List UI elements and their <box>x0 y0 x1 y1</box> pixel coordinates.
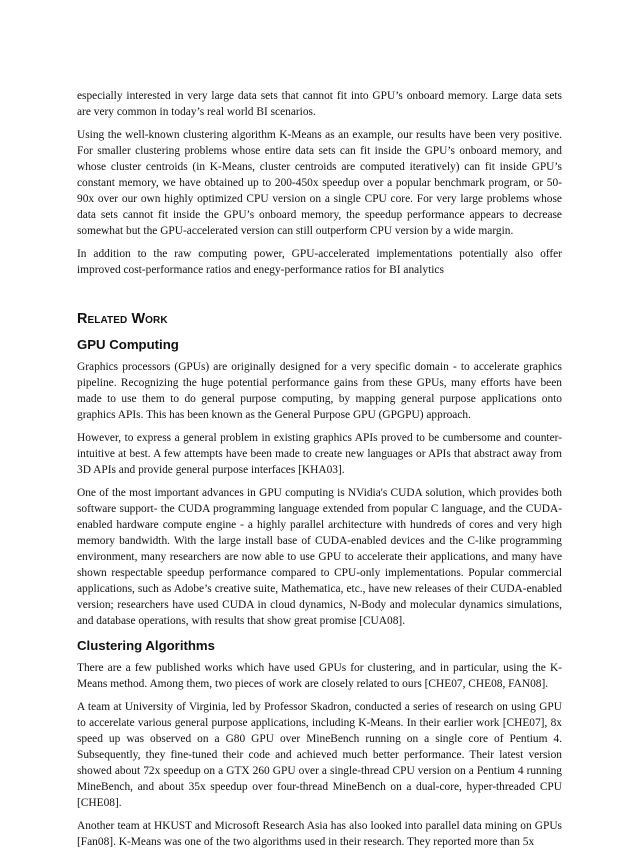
intro-paragraph-2: Using the well-known clustering algorithm K-Means as an example, our results have been very positive. For smaller clustering problems whose entire data sets can fit inside the GPU’s onboard memory, and whose cluster centroids (in K-Means, cluster centroids are computed iteratively) can fit inside GPU’s constant memory, we have obtained up to 200-450x speedup over a popular benchmark program, or 50-90x over our own highly optimized CPU version on a single CPU core. For very large problems whose data sets cannot fit inside the GPU’s onboard memory, the speedup performance appears to decrease somewhat but the GPU-accelerated version can still outperform CPU version by a wide margin. <box>77 129 562 237</box>
gpu-computing-paragraph-1: Graphics processors (GPUs) are originally designed for a very specific domain - to accelerate graphics pipeline. Recognizing the huge potential performance gains from these GPUs, many efforts have been made to use them to do general purpose computing, by mapping general purpose applications onto graphics APIs. This has been known as the General Purpose GPU (GPGPU) approach. <box>77 361 562 421</box>
gpu-computing-paragraph-2: However, to express a general problem in existing graphics APIs proved to be cumbersome and counter-intuitive at best. A few attempts have been made to create new languages or APIs that abstract away from 3D APIs and provide general purpose interfaces [KHA03]. <box>77 432 562 476</box>
clustering-paragraph-1: There are a few published works which have used GPUs for clustering, and in particular, using the K-Means method. Among them, two pieces of work are closely related to ours [CHE07, CHE08, FAN08]. <box>77 662 562 690</box>
subsection-heading-gpu-computing: GPU Computing <box>77 337 179 352</box>
clustering-paragraph-2: A team at University of Virginia, led by Professor Skadron, conducted a series of research on using GPU to accerelate various general purpose applications, including K-Means. In their earlier work [CHE07], 8x speed up was observed on a G80 GPU over MineBench running on a single core of Pentium 4. Subsequently, they fine-tuned their code and achieved much better performance. Their latest version showed about 72x speedup on a GTX 260 GPU over a single-thread CPU version on a Pentium 4 running MineBench, and about 35x speedup over four-thread MineBench on a dual-core, hyper-threaded CPU [CHE08]. <box>77 701 562 809</box>
gpu-computing-paragraph-3: One of the most important advances in GPU computing is NVidia's CUDA solution, which provides both software support- the CUDA programming language extended from popular C language, and the CUDA-enabled hardware compute engine - a highly parallel architecture with hundreds of cores and very high memory bandwidth. With the large install base of CUDA-enabled devices and the C-like programming environment, many researchers are now able to use GPU to accelerate their applications, and many have shown respectable speedup performance compared to CPU-only implementations. Popular commercial applications, such as Adobe’s creative suite, Mathematica, etc., have new releases of their CUDA-enabled version; researchers have used CUDA in cloud dynamics, N-Body and molecular dynamics simulations, and database operations, with results that show great promise [CUA08]. <box>77 487 562 627</box>
section-heading-text: Related Work <box>77 311 168 327</box>
subsection-heading-clustering-algorithms: Clustering Algorithms <box>77 638 215 653</box>
intro-paragraph-3: In addition to the raw computing power, GPU-accelerated implementations potentially also offer improved cost-performance ratios and enegy-performance ratios for BI analytics <box>77 248 562 276</box>
clustering-paragraph-3: Another team at HKUST and Microsoft Research Asia has also looked into parallel data mining on GPUs [Fan08]. K-Means was one of the two algorithms used in their research. They reported more than 5x <box>77 820 562 848</box>
section-heading-related-work <box>77 310 562 328</box>
intro-paragraph-1: especially interested in very large data sets that cannot fit into GPU’s onboard memory. Large data sets are very common in today’s real world BI scenarios. <box>77 90 562 118</box>
page-content <box>77 88 562 857</box>
